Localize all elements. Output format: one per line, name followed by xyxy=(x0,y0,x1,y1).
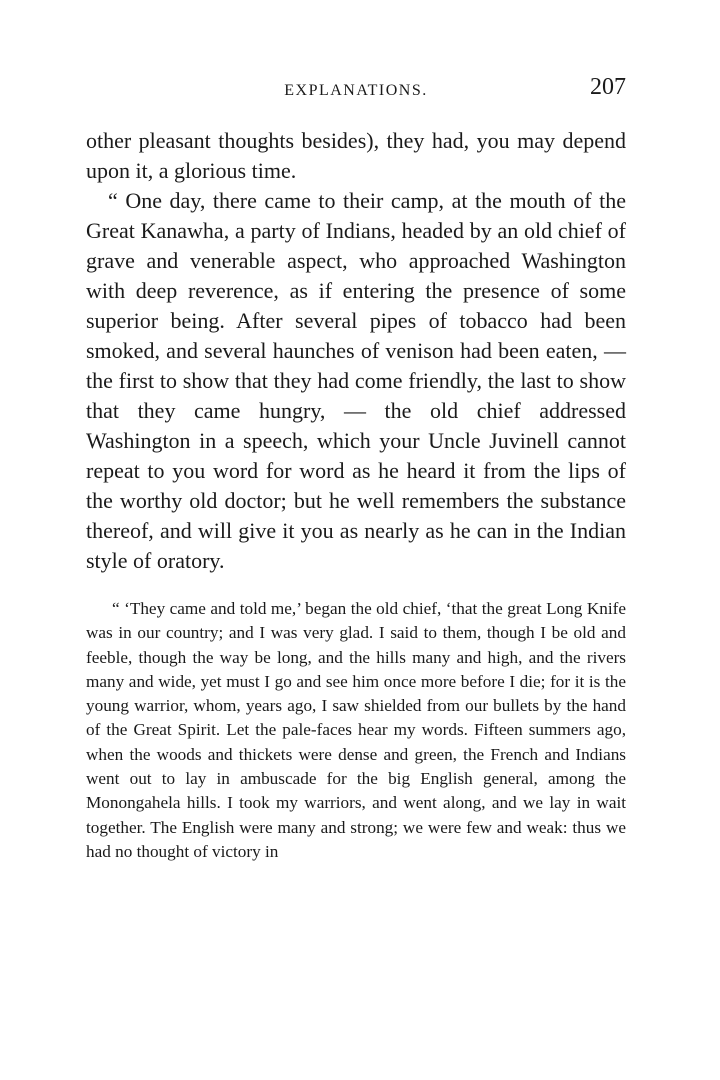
main-text-block xyxy=(86,126,626,576)
running-head: EXPLANATIONS. xyxy=(284,82,428,99)
quoted-speech: “ ‘They came and told me,’ began the old chief, ‘that the great Long Knife was in our country; and I was very glad. I said to them, though I be old and feeble, though the way be long, and the hills many and high, and the rivers many and wide, yet must I go and see him once more before I die; for it is the young warrior, whom, years ago, I saw shielded from our bullets by the hand of the Great Spirit. Let the pale-faces hear my words. Fifteen summers ago, when the woods and thickets were dense and green, the French and Indians went out to lay in ambuscade for the big English general, among the Monongahela hills. I took my warriors, and went along, and we lay in wait together. The English were many and strong; we were few and weak: thus we had no thought of victory in xyxy=(86,599,626,861)
paragraph-1: other pleasant thoughts besides), they had, you may depend upon it, a glorious time. xyxy=(86,128,626,183)
page-number: 207 xyxy=(590,74,626,100)
page-header xyxy=(86,72,626,108)
paragraph-2: “ One day, there came to their camp, at the mouth of the Great Kanawha, a party of Indians, headed by an old chief of grave and venerable aspect, who approached Washington with deep reverence, as if entering the presence of some superior being. After several pipes of tobacco had been smoked, and several haunches of venison had been eaten, — the first to show that they had come friendly, the last to show that they came hungry, — the old chief addressed Washington in a speech, which your Uncle Juvinell cannot repeat to you word for word as he heard it from the lips of the worthy old doctor; but he well remembers the substance thereof, and will give it you as nearly as he can in the Indian style of oratory. xyxy=(86,188,626,573)
quoted-speech-block xyxy=(86,597,626,864)
